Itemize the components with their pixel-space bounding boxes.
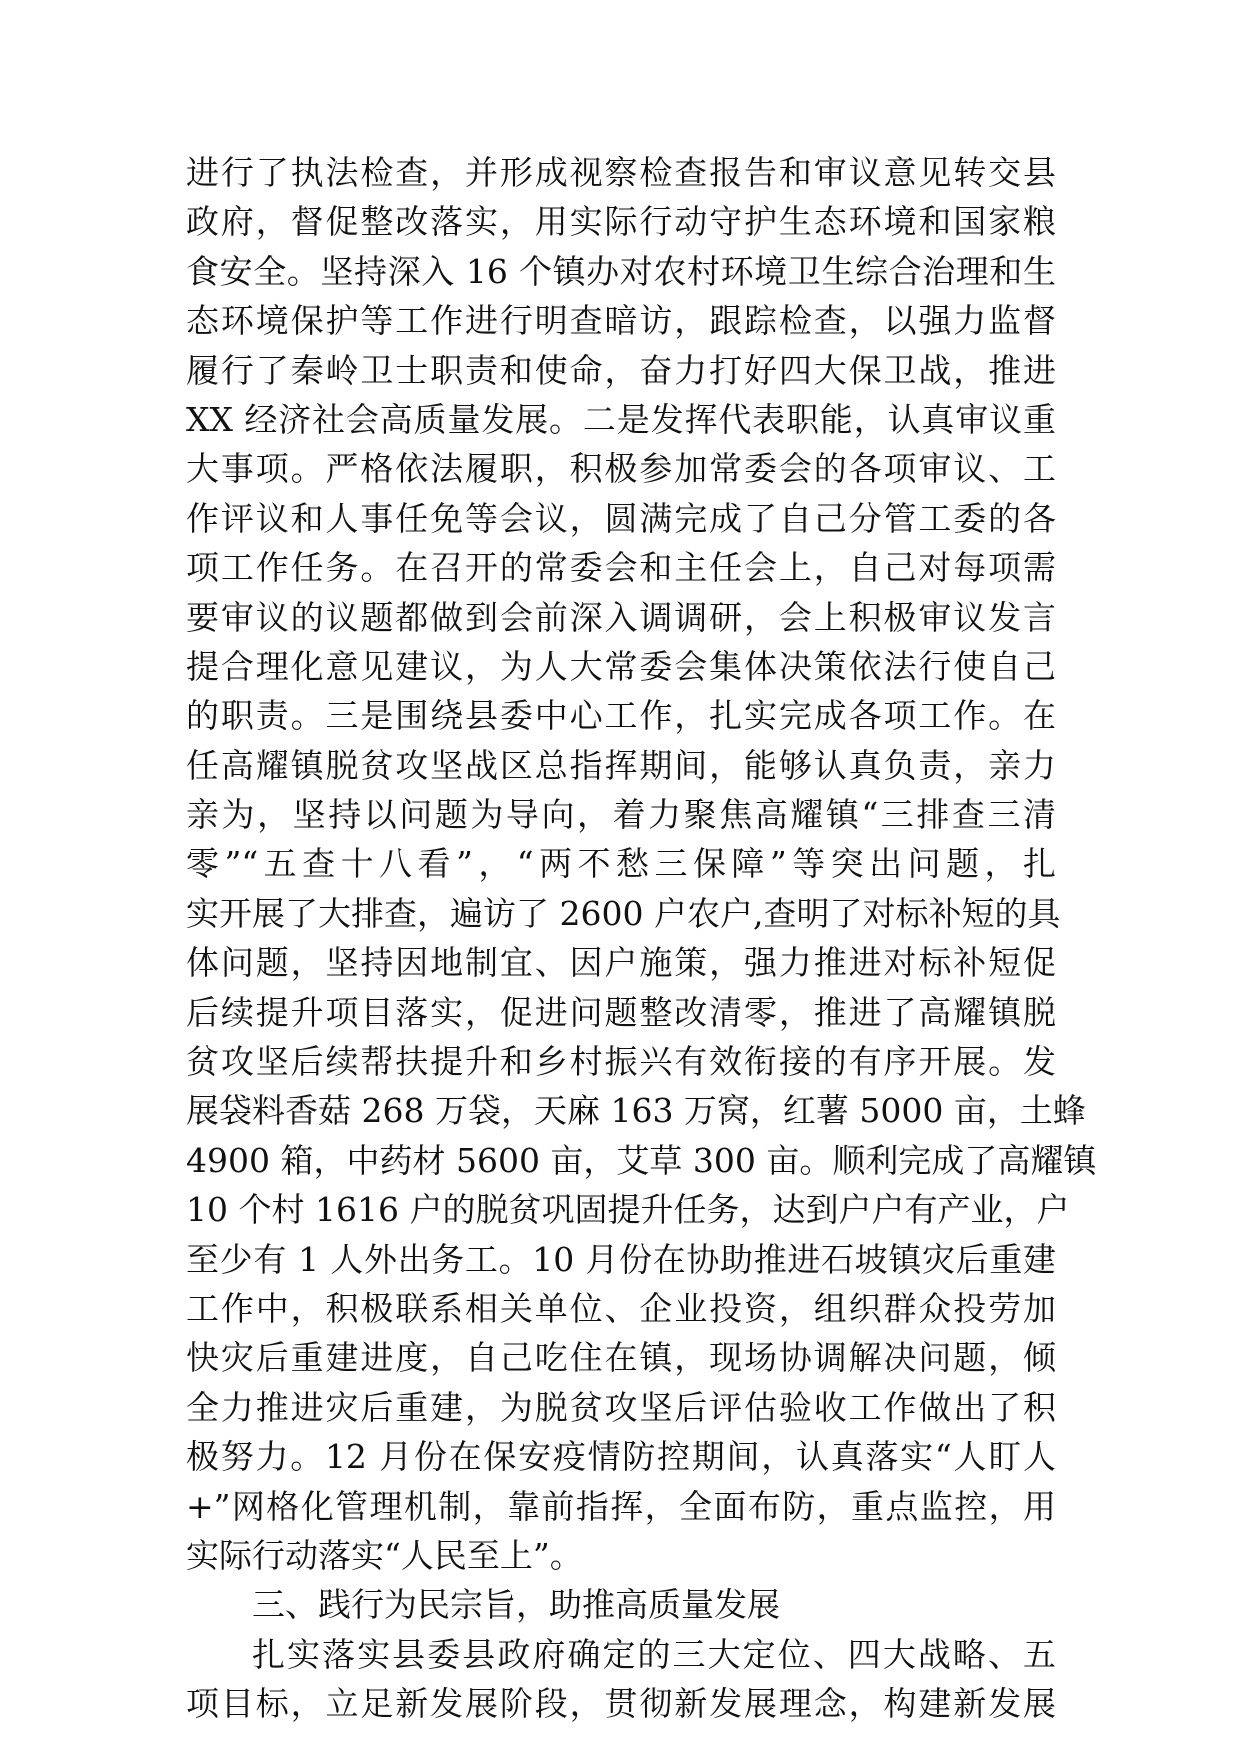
text-line: 要审议的议题都做到会前深入调调研，会上积极审议发言 <box>186 597 1056 637</box>
text-line: 作评议和人事任免等会议，圆满完成了自己分管工委的各 <box>186 498 1056 538</box>
text-line: 大事项。严格依法履职，积极参加常委会的各项审议、工 <box>186 449 1056 489</box>
text-line: 10 个村 1616 户的脱贫巩固提升任务，达到户户有产业，户 <box>186 1190 1070 1230</box>
text-line: 实际行动落实“人民至上”。 <box>186 1535 583 1575</box>
text-line: 的职责。三是围绕县委中心工作，扎实完成各项工作。在 <box>186 696 1056 736</box>
text-line: 履行了秦岭卫士职责和使命，奋力打好四大保卫战，推进 <box>186 350 1056 390</box>
text-line: 4900 箱，中药材 5600 亩，艾草 300 亩。顺利完成了高耀镇 <box>186 1140 1097 1180</box>
text-line: 态环境保护等工作进行明查暗访，跟踪检查，以强力监督 <box>186 301 1056 341</box>
text-line: 零”“五查十八看”，“两不愁三保障”等突出问题，扎 <box>186 844 1056 884</box>
text-line: 展袋料香菇 268 万袋，天麻 163 万窝，红薯 5000 亩，土蜂 <box>186 1091 1086 1131</box>
text-line: 至少有 1 人外出务工。10 月份在协助推进石坡镇灾后重建 <box>186 1239 1056 1279</box>
text-line: 项工作任务。在召开的常委会和主任会上，自己对每项需 <box>186 548 1056 588</box>
text-line: 极努力。12 月份在保安疫情防控期间，认真落实“人盯人 <box>186 1437 1056 1477</box>
text-line: XX 经济社会高质量发展。二是发挥代表职能，认真审议重 <box>186 399 1056 439</box>
text-line: 实开展了大排查，遍访了 2600 户农户,查明了对标补短的具 <box>186 893 1061 933</box>
text-line: 全力推进灾后重建，为脱贫攻坚后评估验收工作做出了积 <box>186 1387 1056 1427</box>
text-line: 政府，督促整改落实，用实际行动守护生态环境和国家粮 <box>186 202 1056 242</box>
text-line: 后续提升项目落实，促进问题整改清零，推进了高耀镇脱 <box>186 992 1056 1032</box>
text-line: 进行了执法检查，并形成视察检查报告和审议意见转交县 <box>186 153 1056 192</box>
text-line: 项目标，立足新发展阶段，贯彻新发展理念，构建新发展 <box>186 1684 1056 1724</box>
text-line: 提合理化意见建议，为人大常委会集体决策依法行使自己 <box>186 646 1056 686</box>
body-text <box>186 148 1097 1729</box>
section-heading: 三、践行为民宗旨，助推高质量发展 <box>252 1585 780 1625</box>
text-line: 体问题，坚持因地制宜、因户施策，强力推进对标补短促 <box>186 943 1056 983</box>
text-line: +”网格化管理机制，靠前指挥，全面布防，重点监控，用 <box>186 1486 1056 1526</box>
text-line: 亲为，坚持以问题为导向，着力聚焦高耀镇“三排查三清 <box>186 795 1056 835</box>
text-line: 工作中，积极联系相关单位、企业投资，组织群众投劳加 <box>186 1288 1056 1328</box>
text-line: 扎实落实县委县政府确定的三大定位、四大战略、五 <box>252 1634 1056 1674</box>
text-line: 快灾后重建进度，自己吃住在镇，现场协调解决问题，倾 <box>186 1338 1056 1378</box>
text-line: 任高耀镇脱贫攻坚战区总指挥期间，能够认真负责，亲力 <box>186 745 1056 785</box>
text-line: 贫攻坚后续帮扶提升和乡村振兴有效衔接的有序开展。发 <box>186 1042 1056 1082</box>
text-line: 食安全。坚持深入 16 个镇办对农村环境卫生综合治理和生 <box>186 251 1056 291</box>
